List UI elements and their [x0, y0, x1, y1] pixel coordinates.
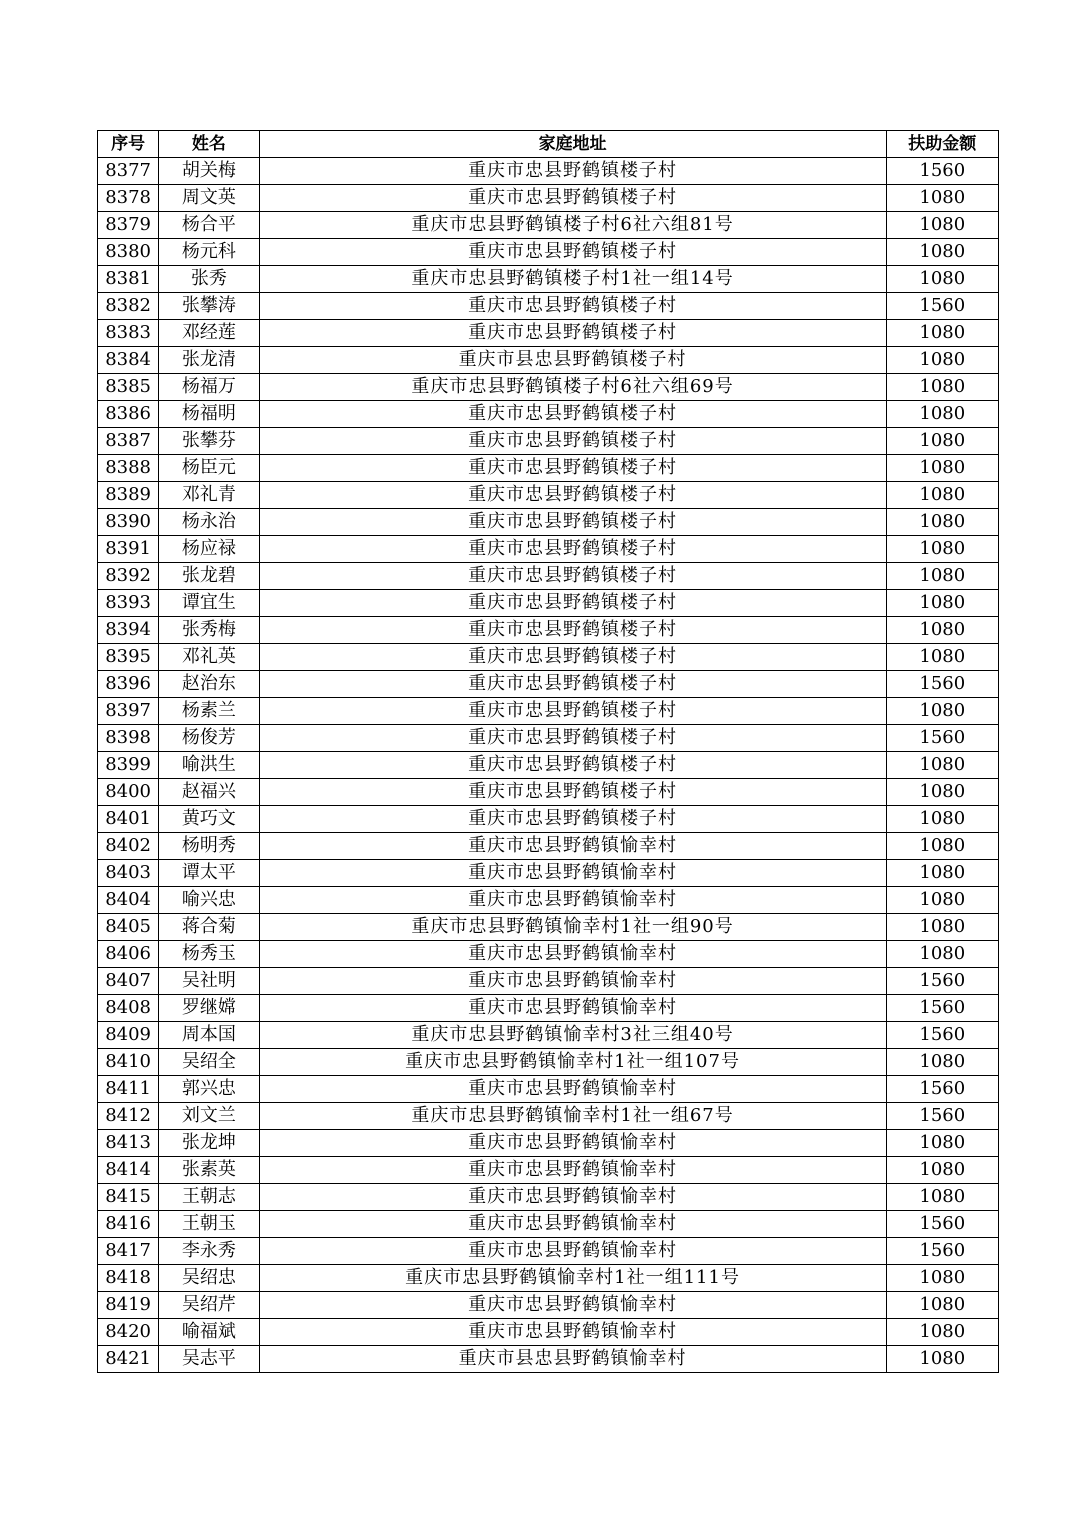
cell-assistance-amount: 1560: [886, 1022, 998, 1049]
cell-assistance-amount: 1080: [886, 941, 998, 968]
table-row: [98, 320, 999, 347]
cell-serial-number: 8391: [98, 536, 159, 563]
table-row: [98, 428, 999, 455]
cell-assistance-amount: 1080: [886, 590, 998, 617]
cell-home-address: 重庆市忠县野鹤镇楼子村: [259, 617, 886, 644]
cell-name: 郭兴忠: [159, 1076, 259, 1103]
table-row: [98, 455, 999, 482]
table-row: [98, 1103, 999, 1130]
cell-serial-number: 8387: [98, 428, 159, 455]
table-row: [98, 536, 999, 563]
cell-name: 谭宜生: [159, 590, 259, 617]
cell-name: 张秀梅: [159, 617, 259, 644]
cell-name: 喻兴忠: [159, 887, 259, 914]
table-row: [98, 968, 999, 995]
cell-serial-number: 8398: [98, 725, 159, 752]
header-serial-number: 序号: [98, 131, 159, 158]
cell-assistance-amount: 1080: [886, 482, 998, 509]
cell-serial-number: 8417: [98, 1238, 159, 1265]
table-row: [98, 941, 999, 968]
cell-home-address: 重庆市忠县野鹤镇楼子村: [259, 320, 886, 347]
cell-serial-number: 8400: [98, 779, 159, 806]
table-row: [98, 644, 999, 671]
cell-serial-number: 8416: [98, 1211, 159, 1238]
table-row: [98, 617, 999, 644]
cell-serial-number: 8395: [98, 644, 159, 671]
cell-name: 周文英: [159, 185, 259, 212]
cell-assistance-amount: 1560: [886, 1238, 998, 1265]
cell-name: 杨秀玉: [159, 941, 259, 968]
table-row: [98, 1211, 999, 1238]
cell-assistance-amount: 1080: [886, 320, 998, 347]
cell-home-address: 重庆市忠县野鹤镇楼子村1社一组14号: [259, 266, 886, 293]
cell-serial-number: 8408: [98, 995, 159, 1022]
cell-home-address: 重庆市忠县野鹤镇楼子村6社六组81号: [259, 212, 886, 239]
cell-name: 吴社明: [159, 968, 259, 995]
cell-home-address: 重庆市忠县野鹤镇楼子村: [259, 185, 886, 212]
cell-home-address: 重庆市忠县野鹤镇愉幸村: [259, 833, 886, 860]
table-row: [98, 914, 999, 941]
cell-home-address: 重庆市忠县野鹤镇愉幸村: [259, 1076, 886, 1103]
table-row: [98, 374, 999, 401]
cell-assistance-amount: 1560: [886, 995, 998, 1022]
cell-assistance-amount: 1080: [886, 1292, 998, 1319]
cell-serial-number: 8381: [98, 266, 159, 293]
table-row: [98, 1130, 999, 1157]
cell-assistance-amount: 1080: [886, 374, 998, 401]
table-row: [98, 887, 999, 914]
cell-assistance-amount: 1560: [886, 1103, 998, 1130]
cell-serial-number: 8415: [98, 1184, 159, 1211]
cell-name: 杨合平: [159, 212, 259, 239]
cell-assistance-amount: 1080: [886, 1319, 998, 1346]
cell-serial-number: 8377: [98, 158, 159, 185]
cell-home-address: 重庆市忠县野鹤镇愉幸村: [259, 887, 886, 914]
cell-serial-number: 8410: [98, 1049, 159, 1076]
cell-name: 张秀: [159, 266, 259, 293]
cell-serial-number: 8405: [98, 914, 159, 941]
cell-assistance-amount: 1080: [886, 1049, 998, 1076]
cell-serial-number: 8380: [98, 239, 159, 266]
cell-serial-number: 8421: [98, 1346, 159, 1373]
cell-home-address: 重庆市忠县野鹤镇楼子村: [259, 428, 886, 455]
cell-name: 蒋合菊: [159, 914, 259, 941]
cell-home-address: 重庆市忠县野鹤镇愉幸村: [259, 1211, 886, 1238]
cell-assistance-amount: 1080: [886, 212, 998, 239]
cell-serial-number: 8403: [98, 860, 159, 887]
table-row: [98, 158, 999, 185]
cell-home-address: 重庆市忠县野鹤镇楼子村: [259, 698, 886, 725]
table-row: [98, 1184, 999, 1211]
cell-home-address: 重庆市忠县野鹤镇愉幸村: [259, 860, 886, 887]
header-home-address: 家庭地址: [259, 131, 886, 158]
cell-serial-number: 8419: [98, 1292, 159, 1319]
cell-serial-number: 8392: [98, 563, 159, 590]
cell-assistance-amount: 1080: [886, 1184, 998, 1211]
cell-name: 王朝玉: [159, 1211, 259, 1238]
cell-assistance-amount: 1080: [886, 536, 998, 563]
cell-home-address: 重庆市忠县野鹤镇愉幸村1社一组90号: [259, 914, 886, 941]
cell-assistance-amount: 1080: [886, 833, 998, 860]
table-row: [98, 806, 999, 833]
cell-assistance-amount: 1560: [886, 158, 998, 185]
cell-assistance-amount: 1560: [886, 968, 998, 995]
table-row: [98, 1292, 999, 1319]
cell-name: 谭太平: [159, 860, 259, 887]
cell-home-address: 重庆市忠县野鹤镇楼子村: [259, 482, 886, 509]
cell-name: 赵治东: [159, 671, 259, 698]
cell-name: 杨俊芳: [159, 725, 259, 752]
cell-name: 张攀涛: [159, 293, 259, 320]
cell-assistance-amount: 1080: [886, 347, 998, 374]
cell-home-address: 重庆市忠县野鹤镇愉幸村: [259, 941, 886, 968]
table-row: [98, 698, 999, 725]
cell-name: 张龙碧: [159, 563, 259, 590]
cell-name: 吴绍全: [159, 1049, 259, 1076]
table-row: [98, 185, 999, 212]
table-row: [98, 482, 999, 509]
cell-serial-number: 8379: [98, 212, 159, 239]
cell-home-address: 重庆市忠县野鹤镇愉幸村1社一组111号: [259, 1265, 886, 1292]
cell-home-address: 重庆市忠县野鹤镇愉幸村: [259, 968, 886, 995]
cell-assistance-amount: 1080: [886, 644, 998, 671]
cell-serial-number: 8418: [98, 1265, 159, 1292]
cell-assistance-amount: 1080: [886, 455, 998, 482]
table-row: [98, 671, 999, 698]
table-row: [98, 347, 999, 374]
cell-name: 李永秀: [159, 1238, 259, 1265]
cell-assistance-amount: 1080: [886, 428, 998, 455]
cell-name: 邓礼英: [159, 644, 259, 671]
cell-name: 罗继嫦: [159, 995, 259, 1022]
cell-serial-number: 8406: [98, 941, 159, 968]
cell-serial-number: 8396: [98, 671, 159, 698]
cell-name: 周本国: [159, 1022, 259, 1049]
cell-serial-number: 8412: [98, 1103, 159, 1130]
cell-home-address: 重庆市忠县野鹤镇楼子村: [259, 806, 886, 833]
cell-assistance-amount: 1080: [886, 806, 998, 833]
cell-home-address: 重庆市忠县野鹤镇楼子村: [259, 401, 886, 428]
table-row: [98, 779, 999, 806]
table-row: [98, 1346, 999, 1373]
cell-name: 张攀芬: [159, 428, 259, 455]
cell-assistance-amount: 1080: [886, 185, 998, 212]
cell-home-address: 重庆市忠县野鹤镇愉幸村: [259, 995, 886, 1022]
table-body: [98, 131, 999, 1373]
cell-serial-number: 8402: [98, 833, 159, 860]
cell-assistance-amount: 1080: [886, 563, 998, 590]
cell-assistance-amount: 1080: [886, 1346, 998, 1373]
cell-assistance-amount: 1560: [886, 671, 998, 698]
cell-home-address: 重庆市忠县野鹤镇楼子村: [259, 239, 886, 266]
cell-home-address: 重庆市忠县野鹤镇楼子村6社六组69号: [259, 374, 886, 401]
header-name: 姓名: [159, 131, 259, 158]
table-row: [98, 1238, 999, 1265]
cell-assistance-amount: 1080: [886, 914, 998, 941]
table-row: [98, 1049, 999, 1076]
cell-assistance-amount: 1080: [886, 266, 998, 293]
cell-assistance-amount: 1080: [886, 1130, 998, 1157]
cell-home-address: 重庆市忠县野鹤镇愉幸村: [259, 1238, 886, 1265]
cell-home-address: 重庆市县忠县野鹤镇楼子村: [259, 347, 886, 374]
cell-home-address: 重庆市忠县野鹤镇楼子村: [259, 563, 886, 590]
table-row: [98, 1076, 999, 1103]
cell-home-address: 重庆市忠县野鹤镇愉幸村: [259, 1319, 886, 1346]
cell-name: 刘文兰: [159, 1103, 259, 1130]
cell-home-address: 重庆市忠县野鹤镇楼子村: [259, 536, 886, 563]
cell-serial-number: 8397: [98, 698, 159, 725]
cell-home-address: 重庆市忠县野鹤镇楼子村: [259, 509, 886, 536]
table-row: [98, 725, 999, 752]
cell-serial-number: 8401: [98, 806, 159, 833]
table-row: [98, 293, 999, 320]
table-row: [98, 401, 999, 428]
cell-serial-number: 8394: [98, 617, 159, 644]
cell-serial-number: 8384: [98, 347, 159, 374]
table-row: [98, 1157, 999, 1184]
assistance-table: [97, 130, 999, 1373]
cell-name: 杨福明: [159, 401, 259, 428]
cell-assistance-amount: 1080: [886, 887, 998, 914]
cell-name: 王朝志: [159, 1184, 259, 1211]
cell-home-address: 重庆市忠县野鹤镇楼子村: [259, 644, 886, 671]
cell-home-address: 重庆市忠县野鹤镇楼子村: [259, 158, 886, 185]
cell-name: 胡关梅: [159, 158, 259, 185]
table-row: [98, 1265, 999, 1292]
cell-serial-number: 8386: [98, 401, 159, 428]
cell-name: 杨臣元: [159, 455, 259, 482]
cell-home-address: 重庆市忠县野鹤镇楼子村: [259, 455, 886, 482]
cell-serial-number: 8378: [98, 185, 159, 212]
cell-serial-number: 8404: [98, 887, 159, 914]
cell-assistance-amount: 1080: [886, 239, 998, 266]
cell-serial-number: 8390: [98, 509, 159, 536]
cell-home-address: 重庆市忠县野鹤镇楼子村: [259, 752, 886, 779]
cell-home-address: 重庆市忠县野鹤镇愉幸村: [259, 1130, 886, 1157]
cell-assistance-amount: 1080: [886, 1157, 998, 1184]
cell-serial-number: 8388: [98, 455, 159, 482]
cell-assistance-amount: 1080: [886, 752, 998, 779]
cell-serial-number: 8382: [98, 293, 159, 320]
table-row: [98, 860, 999, 887]
cell-serial-number: 8411: [98, 1076, 159, 1103]
cell-name: 张龙清: [159, 347, 259, 374]
cell-name: 杨永治: [159, 509, 259, 536]
cell-name: 邓礼青: [159, 482, 259, 509]
cell-serial-number: 8409: [98, 1022, 159, 1049]
cell-name: 赵福兴: [159, 779, 259, 806]
cell-assistance-amount: 1080: [886, 860, 998, 887]
table-row: [98, 509, 999, 536]
cell-assistance-amount: 1080: [886, 698, 998, 725]
cell-assistance-amount: 1080: [886, 1265, 998, 1292]
table-row: [98, 1022, 999, 1049]
cell-name: 黄巧文: [159, 806, 259, 833]
header-assistance-amount: 扶助金额: [886, 131, 998, 158]
cell-serial-number: 8413: [98, 1130, 159, 1157]
cell-name: 杨应禄: [159, 536, 259, 563]
table-row: [98, 563, 999, 590]
table-header-row: [98, 131, 999, 158]
cell-name: 杨素兰: [159, 698, 259, 725]
cell-home-address: 重庆市忠县野鹤镇楼子村: [259, 779, 886, 806]
cell-name: 吴绍芹: [159, 1292, 259, 1319]
cell-serial-number: 8399: [98, 752, 159, 779]
table-row: [98, 239, 999, 266]
cell-name: 喻福斌: [159, 1319, 259, 1346]
cell-assistance-amount: 1080: [886, 617, 998, 644]
cell-home-address: 重庆市县忠县野鹤镇愉幸村: [259, 1346, 886, 1373]
cell-name: 杨福万: [159, 374, 259, 401]
cell-home-address: 重庆市忠县野鹤镇愉幸村: [259, 1157, 886, 1184]
cell-serial-number: 8407: [98, 968, 159, 995]
cell-name: 吴绍忠: [159, 1265, 259, 1292]
table-row: [98, 212, 999, 239]
cell-assistance-amount: 1560: [886, 293, 998, 320]
cell-serial-number: 8385: [98, 374, 159, 401]
table-row: [98, 995, 999, 1022]
cell-home-address: 重庆市忠县野鹤镇楼子村: [259, 293, 886, 320]
cell-serial-number: 8383: [98, 320, 159, 347]
cell-name: 张素英: [159, 1157, 259, 1184]
cell-home-address: 重庆市忠县野鹤镇愉幸村3社三组40号: [259, 1022, 886, 1049]
cell-assistance-amount: 1080: [886, 401, 998, 428]
table-row: [98, 590, 999, 617]
cell-serial-number: 8414: [98, 1157, 159, 1184]
cell-home-address: 重庆市忠县野鹤镇愉幸村1社一组107号: [259, 1049, 886, 1076]
cell-serial-number: 8393: [98, 590, 159, 617]
cell-assistance-amount: 1080: [886, 779, 998, 806]
cell-assistance-amount: 1080: [886, 509, 998, 536]
cell-home-address: 重庆市忠县野鹤镇楼子村: [259, 725, 886, 752]
table-row: [98, 833, 999, 860]
cell-name: 邓经莲: [159, 320, 259, 347]
cell-home-address: 重庆市忠县野鹤镇愉幸村1社一组67号: [259, 1103, 886, 1130]
cell-name: 喻洪生: [159, 752, 259, 779]
cell-home-address: 重庆市忠县野鹤镇楼子村: [259, 671, 886, 698]
cell-assistance-amount: 1560: [886, 1211, 998, 1238]
cell-serial-number: 8420: [98, 1319, 159, 1346]
table-row: [98, 266, 999, 293]
cell-serial-number: 8389: [98, 482, 159, 509]
cell-home-address: 重庆市忠县野鹤镇愉幸村: [259, 1184, 886, 1211]
cell-name: 吴志平: [159, 1346, 259, 1373]
cell-home-address: 重庆市忠县野鹤镇楼子村: [259, 590, 886, 617]
cell-name: 杨元科: [159, 239, 259, 266]
cell-name: 杨明秀: [159, 833, 259, 860]
cell-assistance-amount: 1560: [886, 1076, 998, 1103]
table-row: [98, 1319, 999, 1346]
table-row: [98, 752, 999, 779]
cell-home-address: 重庆市忠县野鹤镇愉幸村: [259, 1292, 886, 1319]
cell-name: 张龙坤: [159, 1130, 259, 1157]
cell-assistance-amount: 1560: [886, 725, 998, 752]
